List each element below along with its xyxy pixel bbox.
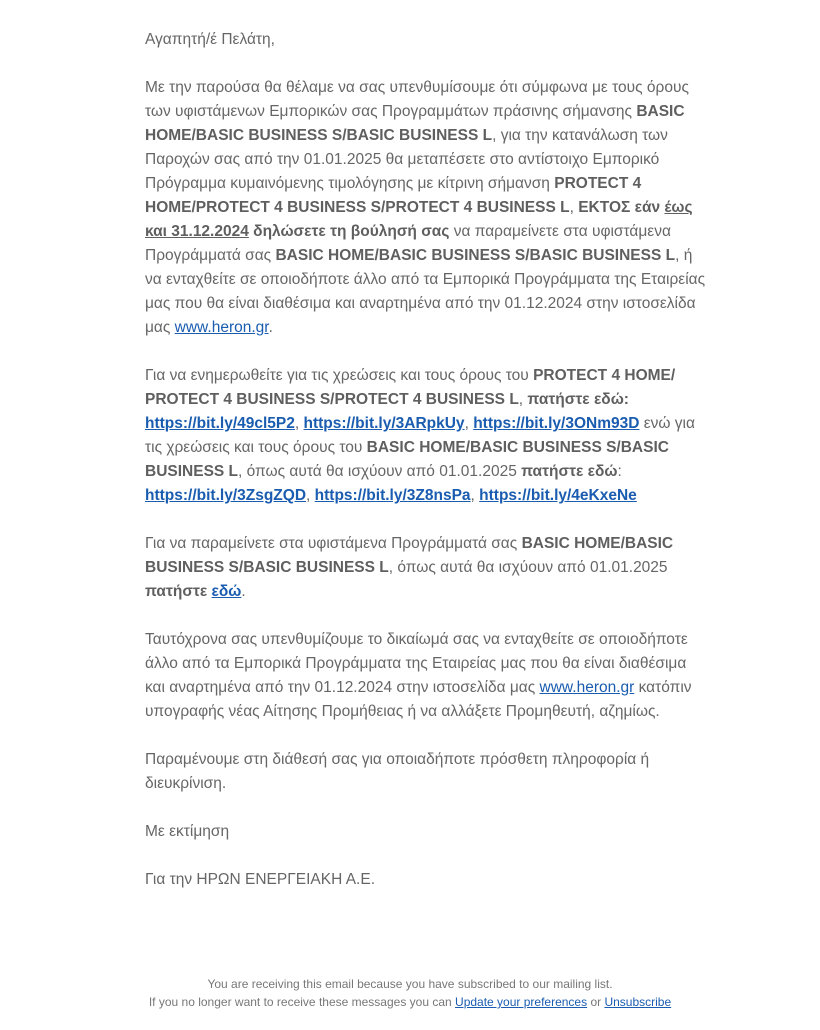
bold-text: πατήστε εδώ: (527, 391, 629, 408)
text: , όπως αυτά θα ισχύουν από 01.01.2025 (388, 559, 668, 576)
paragraph-links: Για να ενημερωθείτε για τις χρεώσεις και τους όρους του PROTECT 4 HOME/ PROTECT 4 BUSINESS S/PROTECT 4 BUSINESS L, πατήστε εδώ: https://bit.ly/49cl5P2, https://bit.ly/3ARpkUy, https://bit.ly/3ONm93D ενώ για τις χρεώσεις και τους όρους του BASIC HOME/BASIC BUSINESS S/BASIC BUSINESS L, όπως αυτά θα ισχύουν από 01.01.2025 πατήστε εδώ: https://bit.ly/3ZsgZQD, https://bit.ly/3Z8nsPa, https://bit.ly/4eKxeNe (145, 367, 695, 504)
text: Ταυτόχρονα σας υπενθυμίζουμε το δικαίωμά σας να ενταχθείτε σε οποιοδήποτε άλλο από τα Εμπορικά Προγράμματα της Εταιρείας μας που θα είναι διαθέσιμα και αναρτημένα από την 01.12.2024 στην ιστοσελίδα μας (145, 631, 688, 696)
text: κατόπιν υπογραφής νέας Αίτησης Προμήθειας ή να αλλάξετε Προμηθευτή, αζημίως. (145, 679, 692, 720)
bold-text: PROTECT 4 HOME/PROTECT 4 BUSINESS S/PROTECT 4 BUSINESS L (145, 175, 642, 216)
text: Για να ενημερωθείτε για τις χρεώσεις και τους όρους του (145, 367, 534, 384)
basic-link-3[interactable]: https://bit.ly/4eKxeNe (479, 487, 637, 504)
bold-text: πατήστε εδώ (521, 463, 618, 480)
salutation: Αγαπητή/έ Πελάτη, (145, 31, 275, 48)
heron-website-link[interactable]: www.heron.gr (174, 319, 269, 336)
bold-text: BASIC HOME/BASIC BUSINESS S/BASIC BUSINESS L (145, 535, 674, 576)
bold-text: BASIC HOME/BASIC BUSINESS S/BASIC BUSINESS L (145, 439, 669, 480)
text: , (569, 199, 579, 216)
paragraph-reminder: Με την παρούσα θα θέλαμε να σας υπενθυμίσουμε ότι σύμφωνα με τους όρους των υφιστάμενων Εμπορικών σας Προγραμμάτων πράσινης σήμανσης BASIC HOME/BASIC BUSINESS S/BASIC BUSINESS L, για την κατανάλωση των Παροχών σας από την 01.01.2025 θα μεταπέσετε στο αντίστοιχο Εμπορικό Πρόγραμμα κυμαινόμενης τιμολόγησης με κίτρινη σήμανση PROTECT 4 HOME/PROTECT 4 BUSINESS S/PROTECT 4 BUSINESS L, ΕΚΤΟΣ εάν έως και 31.12.2024 δηλώσετε τη βούλησή σας να παραμείνετε στα υφιστάμενα Προγράμματά σας BASIC HOME/BASIC BUSINESS S/BASIC BUSINESS L, ή να ενταχθείτε σε οποιοδήποτε άλλο από τα Εμπορικά Προγράμματα της Εταιρείας μας που θα είναι διαθέσιμα και αναρτημένα από την 01.12.2024 στην ιστοσελίδα μας www.heron.gr. (145, 79, 706, 336)
email-body (145, 28, 710, 916)
closing: Με εκτίμηση (145, 823, 230, 840)
bold-text: πατήστε (145, 583, 212, 600)
bold-text: PROTECT 4 HOME/ PROTECT 4 BUSINESS S/PROTECT 4 BUSINESS L (145, 367, 676, 408)
paragraph-stay: Για να παραμείνετε στα υφιστάμενα Προγράμματά σας BASIC HOME/BASIC BUSINESS S/BASIC BUSINESS L, όπως αυτά θα ισχύουν από 01.01.2025 πατήστε εδώ. (145, 535, 674, 600)
bold-text: δηλώσετε τη βούλησή σας (248, 223, 450, 240)
bold-text: ΕΚΤΟΣ εάν (578, 199, 665, 216)
text: , όπως αυτά θα ισχύουν από 01.01.2025 (238, 463, 522, 480)
paragraph-rights (145, 628, 710, 724)
deadline-text: έως και 31.12.2024 (145, 199, 693, 240)
update-preferences-link[interactable]: Update your preferences (455, 995, 588, 1009)
footer-unsubscribe-line: If you no longer want to receive these messages you can Update your preferences or Unsubscribe (148, 995, 672, 1009)
text: να παραμείνετε στα υφιστάμενα Προγράμματά σας (145, 223, 671, 264)
protect-link-2[interactable]: https://bit.ly/3ARpkUy (303, 415, 465, 432)
stay-here-link[interactable]: εδώ (211, 583, 242, 600)
heron-website-link[interactable]: www.heron.gr (539, 679, 635, 696)
basic-link-2[interactable]: https://bit.ly/3Z8nsPa (314, 487, 471, 504)
email-footer (0, 975, 820, 1011)
text: Για να παραμείνετε στα υφιστάμενα Προγράμματά σας (145, 535, 522, 552)
signature: Για την ΗΡΩΝ ΕΝΕΡΓΕΙΑΚΗ Α.Ε. (145, 871, 376, 888)
text: , ή να ενταχθείτε σε οποιοδήποτε άλλο από τα Εμπορικά Προγράμματα της Εταιρείας μας που θα είναι διαθέσιμα και αναρτημένα από την 01.12.2024 στην ιστοσελίδα μας (145, 247, 706, 336)
text: , για την κατανάλωση των Παροχών σας από την 01.01.2025 θα μεταπέσετε στο αντίστοιχο Εμπορικό Πρόγραμμα κυμαινόμενης τιμολόγησης με κίτρινη σήμανση (145, 127, 668, 192)
paragraph-availability: Παραμένουμε στη διάθεσή σας για οποιαδήποτε πρόσθετη πληροφορία ή διευκρίνιση. (145, 751, 650, 792)
protect-link-3[interactable]: https://bit.ly/3ONm93D (473, 415, 640, 432)
footer-notice: You are receiving this email because you have subscribed to our mailing list. (207, 977, 613, 991)
bold-text: BASIC HOME/BASIC BUSINESS S/BASIC BUSINESS L (145, 103, 685, 144)
text: ενώ για τις χρεώσεις και τους όρους του (145, 415, 695, 456)
basic-link-1[interactable]: https://bit.ly/3ZsgZQD (145, 487, 307, 504)
protect-link-1[interactable]: https://bit.ly/49cl5P2 (145, 415, 295, 432)
bold-text: BASIC HOME/BASIC BUSINESS S/BASIC BUSINESS L (275, 247, 676, 264)
text: Με την παρούσα θα θέλαμε να σας υπενθυμίσουμε ότι σύμφωνα με τους όρους των υφιστάμενων Εμπορικών σας Προγραμμάτων πράσινης σήμανσης (145, 79, 689, 120)
unsubscribe-link[interactable]: Unsubscribe (604, 995, 672, 1009)
